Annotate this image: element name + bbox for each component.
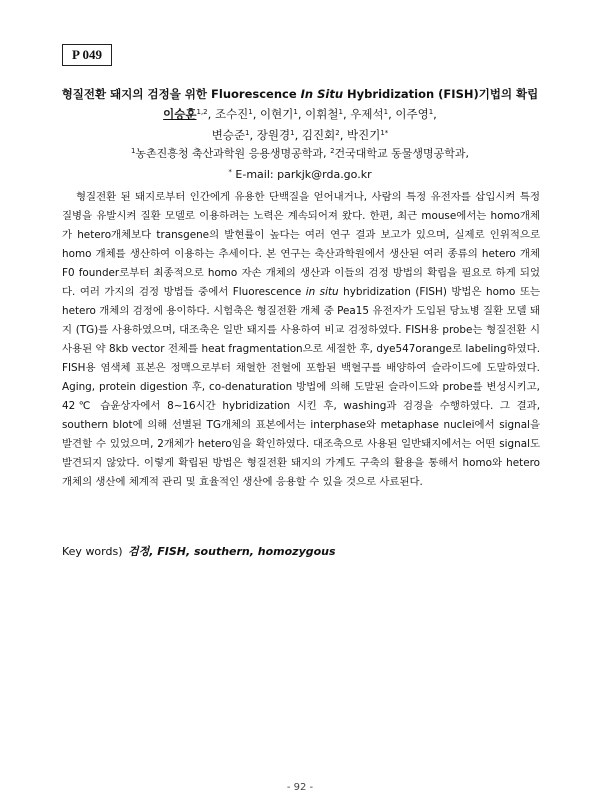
page-code-box: P 049 — [62, 44, 112, 66]
title-text-end: Hybridization (FISH)기법의 확립 — [343, 87, 539, 101]
affiliations — [0, 142, 600, 184]
author-name: 이주영 — [395, 107, 429, 121]
author-name: 이현기 — [260, 107, 294, 121]
email-line — [0, 163, 600, 184]
author-affiliation-sup: 1 — [383, 108, 389, 116]
author-separator: , — [252, 107, 261, 121]
affiliation-2-sup: 2 — [330, 147, 335, 155]
author-affiliation-sup: 2 — [335, 129, 340, 137]
author-name: 조수진 — [214, 107, 249, 121]
author-name: 박진기 — [347, 128, 381, 142]
keywords — [62, 543, 336, 559]
author-name: 장원경 — [256, 128, 291, 142]
author-name: 이휘철 — [305, 107, 339, 121]
affiliation-1-sup: 1 — [130, 147, 136, 155]
author-separator: , — [249, 128, 257, 142]
paper-title — [0, 86, 600, 102]
author-separator: , — [207, 107, 215, 121]
author-affiliation-sup: 1 — [290, 129, 295, 137]
title-italic-text: In Situ — [300, 87, 344, 101]
author-name: 김진회 — [301, 128, 336, 142]
author-name: 우제석 — [350, 107, 384, 121]
author-separator: , — [433, 107, 437, 121]
title-text: 형질전환 돼지의 검정을 위한 Fluorescence — [61, 87, 301, 101]
email-sup: * — [228, 168, 232, 176]
keywords-values: 검정, FISH, southern, homozygous — [128, 545, 336, 558]
author-affiliation-sup: 1 — [293, 108, 298, 116]
keywords-label: Key words) — [62, 545, 123, 558]
abstract-text-2: hybridization (FISH) 방법은 homo 또는 hetero 개체의 검정에 용이하다. 시험축은 형질전환 개체 중 Pea15 유전자가 도입된 당뇨병 질환 모델 돼지 (TG)를 사용하였으며, 대조축은 일반 돼지를 사용하여 비교 검정하였다. FISH용 probe는 형질전환 시 사용된 약 8kb vector 전체를 heat fragmentation으로 세절한 후, dye547orange로 labeling하였다. FISH용 염색체 표본은 정맥으로부터 채혈한 전혈에 포함된 백혈구를 배양하여 슬라이드에 도말하였다. Aging, protein digestion 후, co-denaturation 방법에 의해 도말된 슬라이드와 probe를 변성시키고, 42℃ 습윤상자에서 8~16시간 hybridization 시킨 후, washing과 검경을 수행하였다. 그 결과, southern blot에 의해 선별된 TG개체의 표본에서는 interphase와 metaphase nuclei에서 signal을 발견할 수 있었으며, 2개체가 hetero임을 확인하였다. 대조축으로 사용된 일반돼지에서는 어떤 signal도 발견되지 않았다. 이렇게 확립된 방법은 형질전환 돼지의 가계도 구축의 활용을 통해서 homo와 hetero 개체의 생산에 체계적 관리 및 효율적인 생산에 응용할 수 있을 것으로 사료된다. — [62, 286, 540, 488]
author-separator: , — [339, 128, 348, 142]
abstract-italic-term: in situ — [305, 286, 339, 298]
author-separator: , — [297, 107, 306, 121]
author-affiliation-sup: 1,2 — [196, 108, 208, 116]
page-number: - 92 - — [286, 782, 314, 793]
abstract-text-1: 형질전환 된 돼지로부터 인간에게 유용한 단백질을 얻어내거나, 사람의 특정 유전자를 삽입시켜 특정 질병을 유발시켜 질환 모델로 이용하려는 노력은 계속되어져 왔다. 한편, 최근 mouse에서는 homo개체가 hetero개체보다 transgene의 발현률이 높다는 여러 연구 결과 보고가 있으며, 실제로 인위적으로 homo 개체를 생산하여 이용하는 추세이다. 본 연구는 축산과학원에서 생산된 여러 종류의 hetero 개체 F0 founder로부터 최종적으로 homo 자손 개체의 생산과 이들의 검정 방법의 확립을 필요로 하게 되었다. 여러 가지의 검정 방법들 중에서 Fluorescence — [62, 191, 540, 298]
author-affiliation-sup: 1 — [428, 108, 434, 116]
author-line-1 — [0, 103, 600, 124]
author-affiliation-sup: 1* — [380, 129, 389, 137]
author-affiliation-sup: 1 — [248, 108, 253, 116]
author-name: 변승준 — [211, 128, 246, 142]
author-separator: , — [342, 107, 351, 121]
author-separator: , — [294, 128, 302, 142]
affiliation-line — [0, 142, 600, 163]
author-name: 이승훈 — [163, 107, 197, 121]
affiliation-2: 건국대학교 동물생명공학과, — [334, 147, 470, 160]
abstract-body — [62, 188, 540, 492]
author-affiliation-sup: 1 — [245, 129, 250, 137]
author-affiliation-sup: 1 — [338, 108, 343, 116]
affiliation-1: 농촌진흥청 축산과학원 응용생명공학과, — [135, 147, 331, 160]
author-list — [0, 103, 600, 145]
author-separator: , — [388, 107, 396, 121]
corresponding-email: E-mail: parkjk@rda.go.kr — [231, 168, 372, 181]
